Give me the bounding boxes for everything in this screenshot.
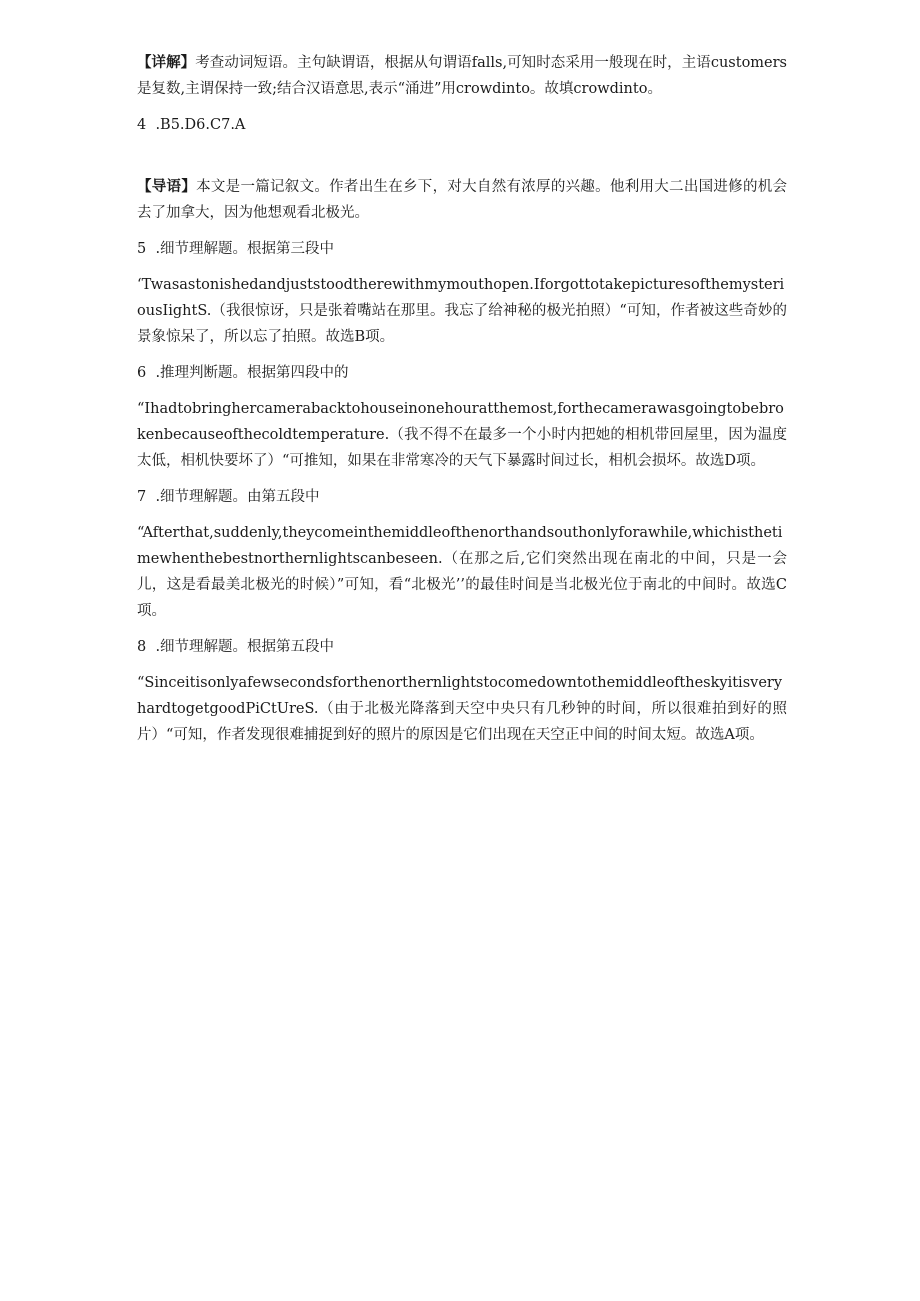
q6-text: “Ihadtobringhercamerabacktohouseinonehouratthemost,forthecamerawasgoingtobebrokenbecauseofthecoldtemperature.（我不得不在最多一个小时内把她的相机带回屋里，因为温度太低，相机快要坏了）“可推知，如果在非常寒冷的天气下暴露时间过长，相机会损坏。故选D项。: [137, 401, 787, 469]
document-page: [137, 50, 787, 758]
answer-line: 4 .B5.D6.C7.A: [137, 117, 246, 133]
detail-paragraph: [137, 50, 787, 102]
detail-tag: 【详解】: [137, 54, 196, 71]
blank-gap: [137, 148, 787, 174]
q6-label: 6 .推理判断题。根据第四段中的: [137, 365, 349, 381]
detail-text: 考查动词短语。主句缺谓语，根据从句谓语falls,可知时态采用一般现在时，主语customers是复数,主谓保持一致;结合汉语意思,表示“涌进”用crowdinto。故填crowdinto。: [137, 55, 788, 97]
q8-label: 8 .细节理解题。根据第五段中: [137, 639, 335, 655]
q7-text: “Afterthat,suddenly,theycomeinthemiddleofthenorthandsouthonlyforawhile,whichisthetimewhenthebestnorthernlightscanbeseen.（在那之后,它们突然出现在南北的中间，只是一会儿，这是看最美北极光的时候）”可知，看“北极光’’的最佳时间是当北极光位于南北的中间时。故选C项。: [137, 525, 787, 619]
q5-text: ‘Twasastonishedandjuststoodtherewithmymouthopen.IforgottotakepicturesofthemysteriousIightS.（我很惊讶，只是张着嘴站在那里。我忘了给神秘的极光拍照）“可知，作者被这些奇妙的景象惊呆了，所以忘了拍照。故选B项。: [137, 277, 787, 345]
q7-label: 7 .细节理解题。由第五段中: [137, 489, 320, 505]
q8-text: “SinceitisonlyafewsecondsforthenorthernlightstocomedowntothemiddleoftheskyitisveryhardtogetgoodPiCtUreS.（由于北极光降落到天空中央只有几秒钟的时间，所以很难拍到好的照片）“可知，作者发现很难捕捉到好的照片的原因是它们出现在天空正中间的时间太短。故选A项。: [137, 675, 787, 743]
guide-text: 本文是一篇记叙文。作者出生在乡下，对大自然有浓厚的兴趣。他利用大二出国进修的机会去了加拿大，因为他想观看北极光。: [137, 179, 788, 221]
guide-tag: 【导语】: [137, 178, 197, 195]
q5-label: 5 .细节理解题。根据第三段中: [137, 241, 335, 257]
guide-paragraph: [137, 174, 787, 226]
